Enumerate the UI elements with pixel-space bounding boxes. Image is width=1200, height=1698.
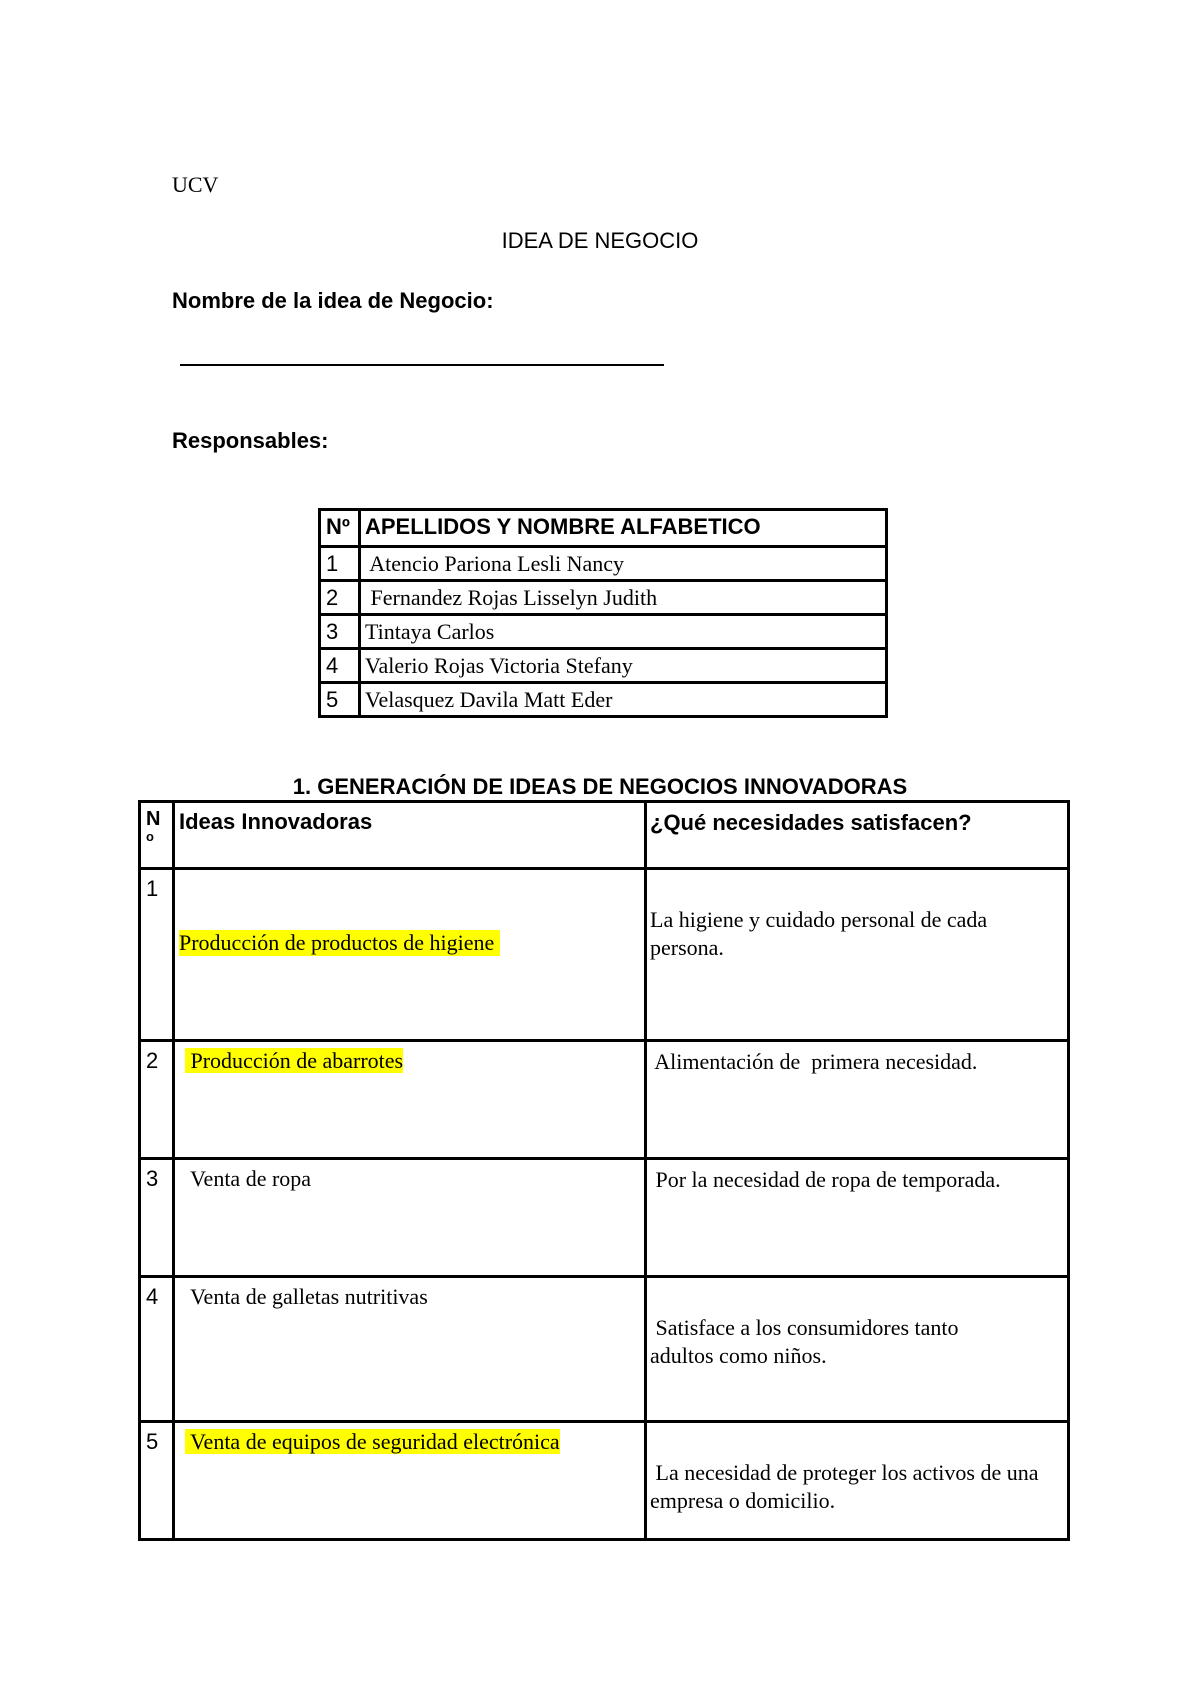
responsables-label: Responsables: <box>172 428 329 453</box>
header-name: APELLIDOS Y NOMBRE ALFABETICO <box>365 514 761 539</box>
row-need <box>647 1423 1067 1538</box>
row-need <box>647 1042 1067 1157</box>
row-number: 5 <box>321 684 361 715</box>
idea-text: Venta de galletas nutritivas <box>185 1284 428 1309</box>
ideas-table <box>138 800 1070 1541</box>
table-row <box>141 1157 1067 1275</box>
table-row <box>141 1420 1067 1538</box>
row-number: 4 <box>321 650 361 681</box>
row-idea <box>175 1278 647 1420</box>
table-row <box>141 1275 1067 1420</box>
need-text: Por la necesidad de ropa de temporada. <box>650 1167 1001 1192</box>
row-need <box>647 1160 1067 1275</box>
row-number: 2 <box>141 1042 175 1157</box>
header-number: Nº <box>321 511 361 545</box>
row-idea <box>175 870 647 1039</box>
responsables-table-header <box>321 511 885 545</box>
header-number-line2: o <box>146 829 154 844</box>
idea-text: Venta de equipos de seguridad electrónica <box>185 1429 560 1454</box>
need-text: Alimentación de primera necesidad. <box>650 1049 978 1074</box>
need-text: Satisface a los consumidores tanto adultos como niños. <box>650 1315 965 1368</box>
row-idea <box>175 1042 647 1157</box>
business-name-blank-line <box>180 364 664 366</box>
header-number-line1: N <box>146 808 161 830</box>
table-row <box>141 867 1067 1039</box>
ideas-section-title: 1. GENERACIÓN DE IDEAS DE NEGOCIOS INNOVADORAS <box>292 774 908 799</box>
need-text: La higiene y cuidado personal de cada persona. <box>650 907 988 960</box>
row-number: 2 <box>321 582 361 613</box>
row-name: Velasquez Davila Matt Eder <box>365 687 613 712</box>
row-name: Tintaya Carlos <box>365 619 495 644</box>
need-text: La necesidad de proteger los activos de una empresa o domicilio. <box>650 1460 1045 1513</box>
ideas-table-header <box>141 803 1067 867</box>
idea-text: Venta de ropa <box>185 1166 312 1191</box>
header-number <box>141 803 175 867</box>
row-need <box>647 870 1067 1039</box>
row-name: Valerio Rojas Victoria Stefany <box>365 653 633 678</box>
org-name: UCV <box>172 172 219 197</box>
row-name: Fernandez Rojas Lisselyn Judith <box>365 585 658 610</box>
table-row <box>321 647 885 681</box>
header-needs: ¿Qué necesidades satisfacen? <box>650 810 972 835</box>
row-number: 3 <box>141 1160 175 1275</box>
business-name-label: Nombre de la idea de Negocio: <box>172 288 494 313</box>
row-name: Atencio Pariona Lesli Nancy <box>365 551 625 576</box>
row-number: 5 <box>141 1423 175 1538</box>
row-number: 1 <box>141 870 175 1039</box>
idea-text: Producción de abarrotes <box>185 1048 404 1073</box>
table-row <box>321 613 885 647</box>
row-number: 4 <box>141 1278 175 1420</box>
row-number: 1 <box>321 548 361 579</box>
table-row <box>321 681 885 715</box>
row-idea <box>175 1423 647 1538</box>
row-number: 3 <box>321 616 361 647</box>
idea-text: Producción de productos de higiene <box>179 930 500 955</box>
document-title: IDEA DE NEGOCIO <box>501 228 699 253</box>
row-need <box>647 1278 1067 1420</box>
header-ideas: Ideas Innovadoras <box>175 803 647 867</box>
table-row <box>321 545 885 579</box>
responsables-table <box>318 508 888 718</box>
table-row <box>141 1039 1067 1157</box>
table-row <box>321 579 885 613</box>
row-idea <box>175 1160 647 1275</box>
